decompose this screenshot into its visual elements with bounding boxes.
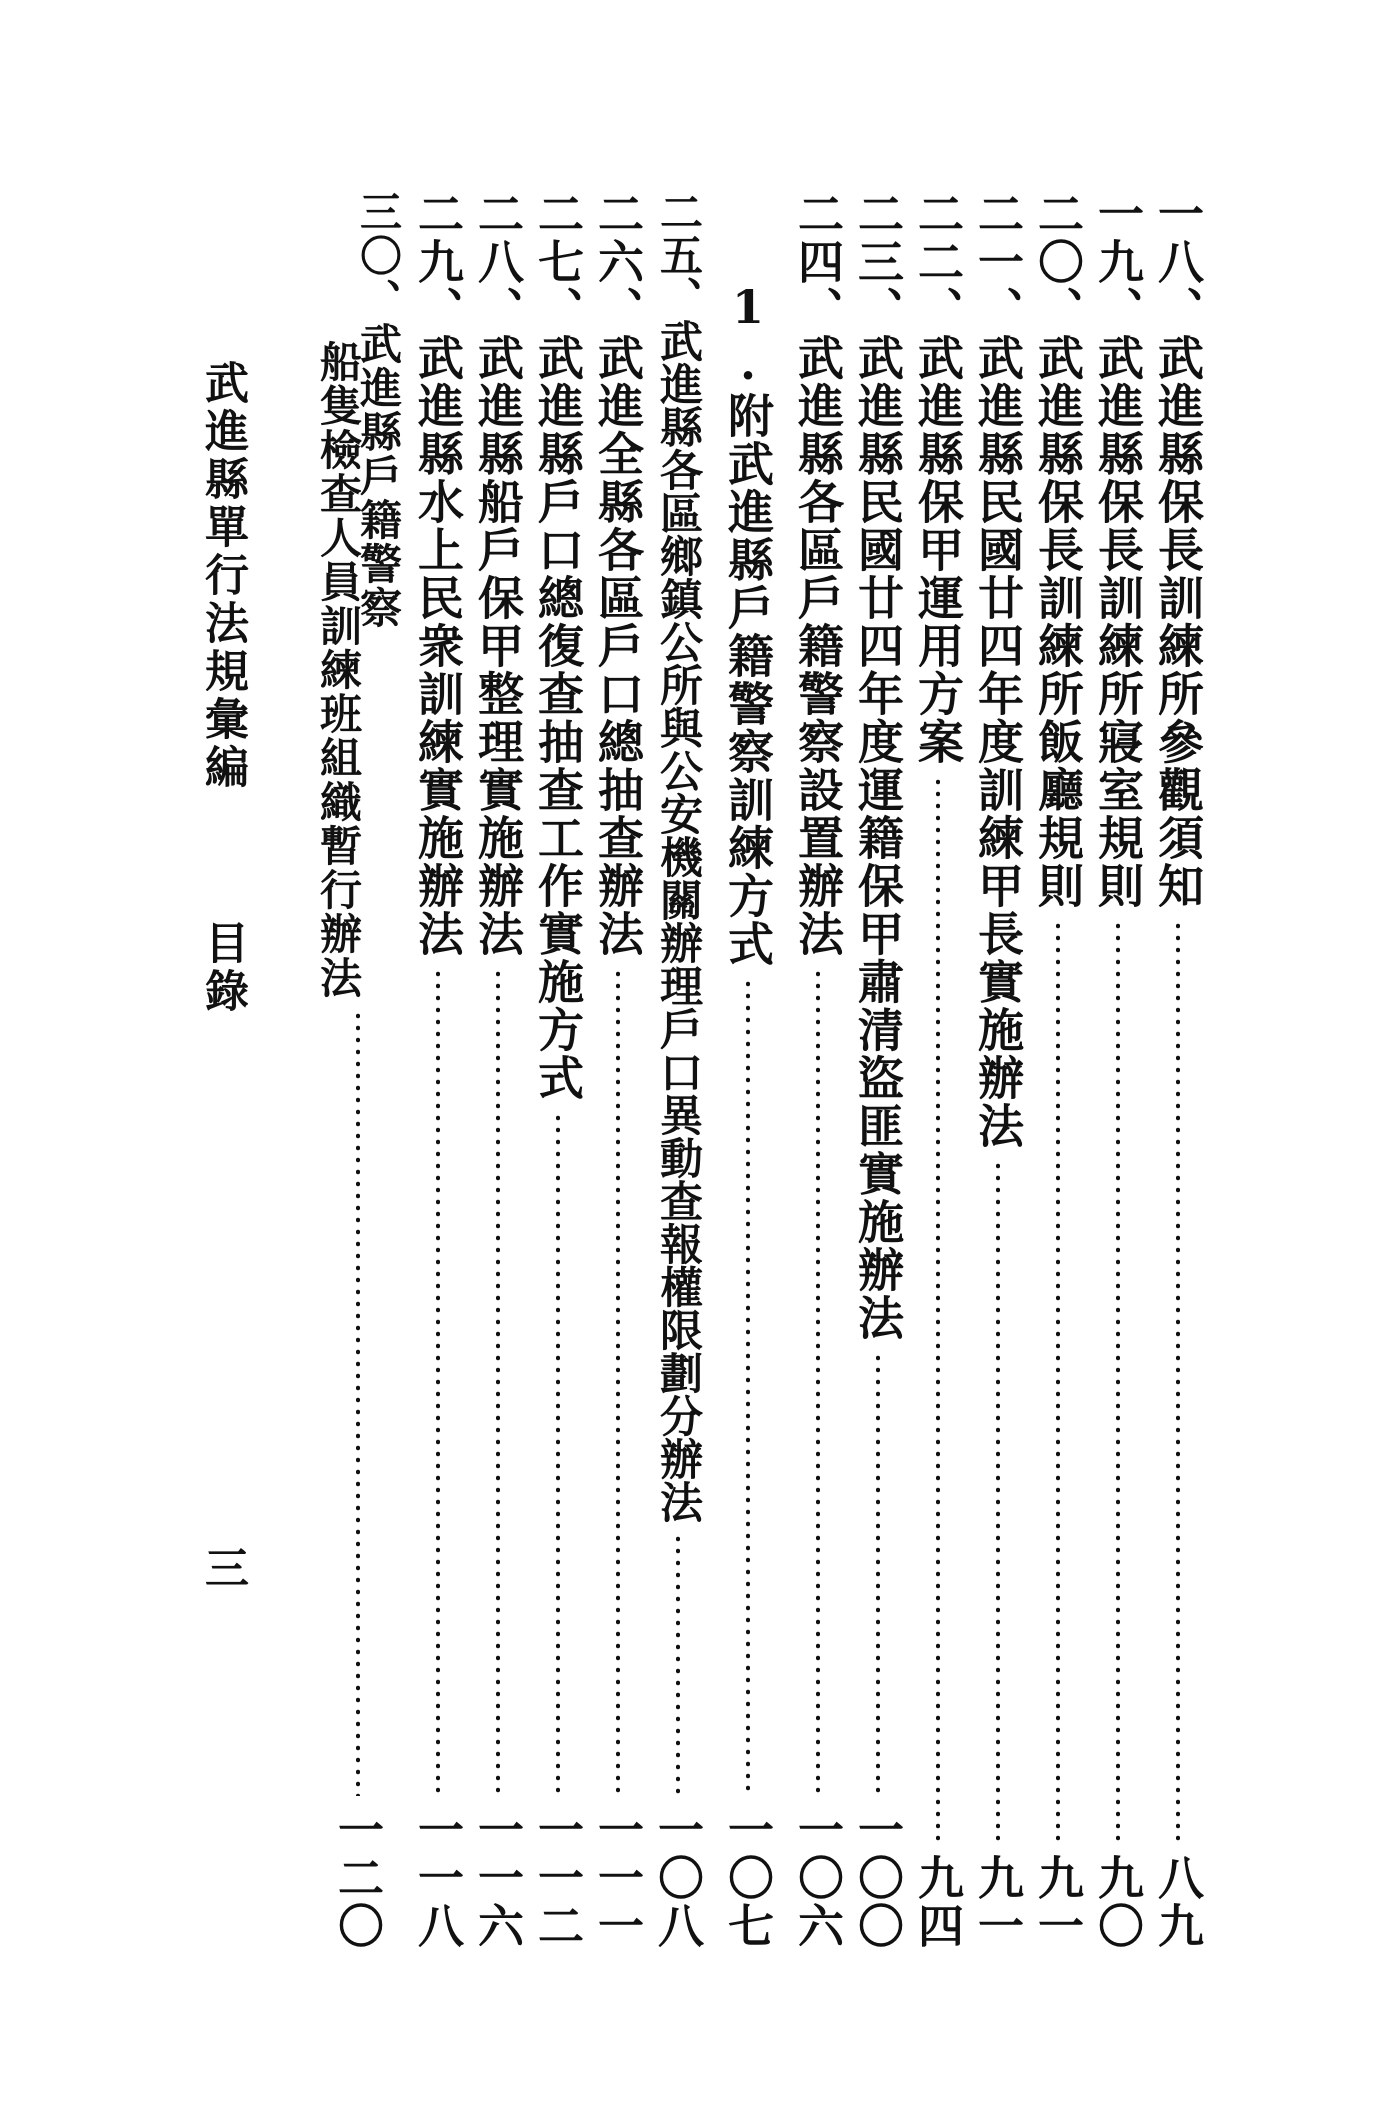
toc-entry-title: 二七、武進縣戶口總復查抽查工作實施方式 (531, 190, 585, 1102)
dot-leader (1056, 920, 1060, 1844)
toc-entry-title: 二三、武進縣民國廿四年度運籍保甲肅清盜匪實施辦法 (851, 190, 905, 1342)
toc-entry-22 (908, 190, 968, 1950)
toc-entry-title: 二九、武進縣水上民衆訓練實施辦法 (411, 190, 465, 958)
dot-leader (356, 1010, 360, 1796)
toc-entry-26 (588, 190, 648, 1950)
toc-entry-page: 九一 (1031, 1854, 1085, 1950)
toc-entry-title-continued: 船隻檢查人員訓練班組織暫行辦法 (314, 340, 363, 1000)
toc-entry-21 (968, 190, 1028, 1950)
toc-entry-title: 二六、武進全縣各區戶口總抽查辦法 (591, 190, 645, 958)
toc-subentry-24-1 (718, 280, 778, 1950)
section-label: 目錄 (197, 920, 248, 1016)
toc-entry-page: 一一八 (411, 1806, 465, 1950)
dot-leader (496, 968, 500, 1796)
dot-leader (616, 968, 620, 1796)
dot-leader (556, 1112, 560, 1796)
toc-entry-title: 一九、武進縣保長訓練所寢室規則 (1091, 190, 1145, 910)
toc-entry-23 (848, 190, 908, 1950)
toc-entry-page: 一一六 (471, 1806, 525, 1950)
dot-leader (996, 1160, 1000, 1844)
dot-leader (876, 1352, 880, 1796)
dot-leader (1116, 920, 1120, 1844)
toc-entry-page: 一〇七 (721, 1806, 775, 1950)
toc-entry-20 (1028, 190, 1088, 1950)
toc-entry-title: 二四、武進縣各區戶籍警察設置辦法 (791, 190, 845, 958)
toc-entry-page: 九四 (911, 1854, 965, 1950)
toc-entry-title: 二〇、武進縣保長訓練所飯廳規則 (1031, 190, 1085, 910)
toc-entry-page: 一一二 (531, 1806, 585, 1950)
toc-entry-page: 九一 (971, 1854, 1025, 1950)
toc-entry-page: 一〇八 (651, 1806, 705, 1950)
toc-entry-page: 一二〇 (331, 1806, 385, 1950)
toc-entry-title: 二二、武進縣保甲運用方案 (911, 190, 965, 766)
toc-entry-27 (528, 190, 588, 1950)
toc-entry-18 (1148, 190, 1208, 1950)
toc-entry-title: 1.附武進縣戶籍警察訓練方式 (721, 280, 775, 968)
dot-leader (936, 776, 940, 1844)
toc-entry-title: 一八、武進縣保長訓練所參觀須知 (1151, 190, 1205, 910)
toc-entry-page: 一一一 (591, 1806, 645, 1950)
toc-entry-title-block (314, 190, 403, 1000)
toc-entry-19 (1088, 190, 1148, 1950)
dot-leader (676, 1533, 680, 1796)
toc-entry-title: 二一、武進縣民國廿四年度訓練甲長實施辦法 (971, 190, 1025, 1150)
toc-entry-title: 三〇、武進縣戶籍警察 (354, 190, 403, 630)
dot-leader (746, 978, 750, 1796)
toc-entry-29 (408, 190, 468, 1950)
toc-entry-page: 一〇〇 (851, 1806, 905, 1950)
toc-entry-page: 八九 (1151, 1854, 1205, 1950)
toc-entry-page: 九〇 (1091, 1854, 1145, 1950)
toc-entry-page: 一〇六 (791, 1806, 845, 1950)
page-number: 三 (197, 1545, 248, 1589)
toc-entry-30 (314, 190, 403, 1950)
book-title: 武進縣單行法規彙編 (197, 360, 248, 792)
toc-entry-28 (468, 190, 528, 1950)
dot-leader (436, 968, 440, 1796)
dot-leader (816, 968, 820, 1796)
dot-leader (1176, 920, 1180, 1844)
toc-entry-title: 二五、武進縣各區鄉鎮公所與公安機關辦理戶口異動查報權限劃分辦法 (653, 190, 703, 1523)
toc-entry-24 (788, 190, 848, 1950)
toc-entry-25 (648, 190, 708, 1950)
toc-entry-title: 二八、武進縣船戶保甲整理實施辦法 (471, 190, 525, 958)
